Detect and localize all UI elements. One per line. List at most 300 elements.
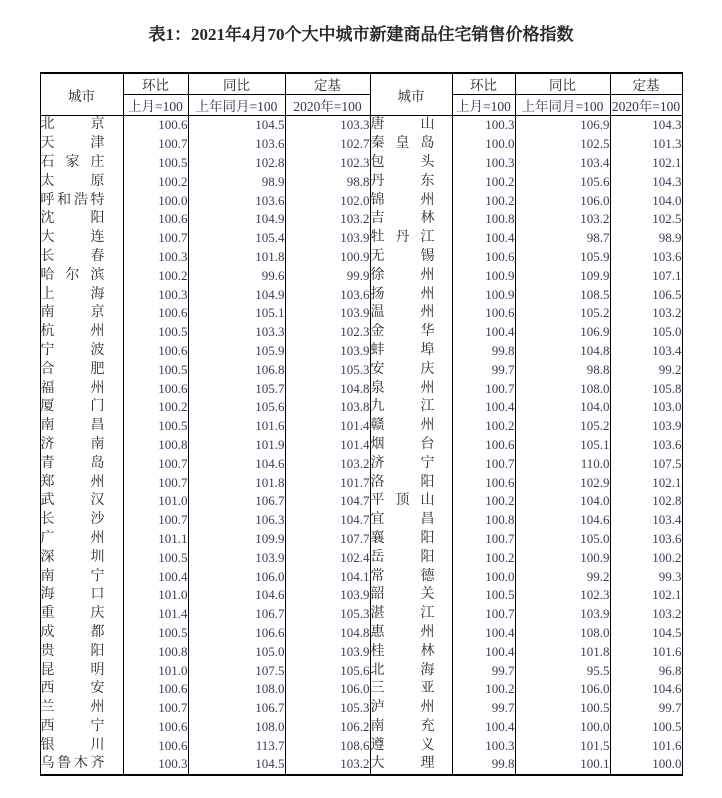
city-cell <box>40 586 123 605</box>
index-value-cell: 108.6 <box>285 736 370 755</box>
index-value-cell: 101.5 <box>515 736 610 755</box>
index-value-cell: 104.5 <box>188 755 285 775</box>
page-title: 表1：2021年4月70个大中城市新建商品住宅销售价格指数 <box>148 25 574 44</box>
city-cell <box>40 116 123 135</box>
city-name: 韶关 <box>370 587 435 603</box>
index-value-cell: 100.7 <box>452 454 515 473</box>
city-name: 贵阳 <box>40 643 105 659</box>
header-yoy-right: 同比 <box>515 73 610 95</box>
index-value-cell: 102.8 <box>188 154 285 173</box>
index-value-cell: 102.9 <box>515 473 610 492</box>
table-row <box>40 605 682 624</box>
city-cell <box>370 135 452 154</box>
city-name: 厦门 <box>40 399 105 415</box>
index-value-cell: 102.1 <box>610 473 682 492</box>
index-value-cell: 100.9 <box>452 266 515 285</box>
index-value-cell: 106.5 <box>610 285 682 304</box>
index-value-cell: 99.9 <box>285 266 370 285</box>
city-name: 北海 <box>370 662 435 678</box>
index-value-cell: 103.9 <box>610 417 682 436</box>
city-name: 乌鲁木齐 <box>40 756 105 772</box>
table-row <box>40 699 682 718</box>
index-value-cell: 100.0 <box>452 135 515 154</box>
index-value-cell: 104.3 <box>610 172 682 191</box>
index-value-cell: 105.1 <box>188 304 285 323</box>
index-value-cell: 103.2 <box>285 210 370 229</box>
index-value-cell: 100.2 <box>452 172 515 191</box>
city-cell <box>370 511 452 530</box>
city-name: 长沙 <box>40 512 105 528</box>
city-name: 海口 <box>40 587 105 603</box>
index-value-cell: 105.3 <box>285 360 370 379</box>
city-cell <box>370 661 452 680</box>
index-value-cell: 105.2 <box>515 304 610 323</box>
table-row <box>40 323 682 342</box>
city-name: 青岛 <box>40 455 105 471</box>
table-body <box>40 116 682 775</box>
index-value-cell: 104.0 <box>515 398 610 417</box>
index-value-cell: 106.7 <box>188 699 285 718</box>
city-cell <box>370 567 452 586</box>
table-row <box>40 342 682 361</box>
index-value-cell: 104.3 <box>610 116 682 135</box>
index-value-cell: 101.8 <box>188 248 285 267</box>
index-value-cell: 100.2 <box>123 266 188 285</box>
index-value-cell: 103.6 <box>285 285 370 304</box>
city-name: 成都 <box>40 624 105 640</box>
index-value-cell: 100.6 <box>123 342 188 361</box>
index-value-cell: 100.0 <box>123 191 188 210</box>
city-name: 秦皇岛 <box>370 136 435 152</box>
city-cell <box>370 548 452 567</box>
index-value-cell: 100.6 <box>123 680 188 699</box>
city-name: 吉林 <box>370 211 435 227</box>
index-value-cell: 100.2 <box>452 680 515 699</box>
city-cell <box>40 699 123 718</box>
city-name: 襄阳 <box>370 530 435 546</box>
index-value-cell: 109.9 <box>515 266 610 285</box>
index-value-cell: 98.8 <box>285 172 370 191</box>
index-value-cell: 104.8 <box>285 379 370 398</box>
header-fixed-base-left: 2020年=100 <box>285 95 370 116</box>
index-value-cell: 100.6 <box>452 304 515 323</box>
table-row <box>40 473 682 492</box>
index-value-cell: 106.9 <box>515 323 610 342</box>
index-value-cell: 105.8 <box>610 379 682 398</box>
index-value-cell: 95.5 <box>515 661 610 680</box>
city-cell <box>40 680 123 699</box>
index-value-cell: 100.4 <box>123 567 188 586</box>
index-value-cell: 101.0 <box>123 492 188 511</box>
city-cell <box>40 718 123 737</box>
table-row <box>40 285 682 304</box>
city-cell <box>370 492 452 511</box>
index-value-cell: 100.2 <box>452 417 515 436</box>
index-value-cell: 100.3 <box>452 736 515 755</box>
header-row-top <box>40 73 682 95</box>
index-value-cell: 104.6 <box>188 454 285 473</box>
header-city-right: 城市 <box>370 73 452 116</box>
index-value-cell: 105.4 <box>188 229 285 248</box>
header-fixed-left: 定基 <box>285 73 370 95</box>
index-value-cell: 100.7 <box>123 135 188 154</box>
city-name: 呼和浩特 <box>40 192 105 208</box>
price-index-table <box>40 72 683 776</box>
city-cell <box>370 210 452 229</box>
index-value-cell: 103.8 <box>285 398 370 417</box>
index-value-cell: 101.8 <box>515 642 610 661</box>
city-cell <box>40 342 123 361</box>
city-name: 西宁 <box>40 718 105 734</box>
index-value-cell: 104.7 <box>285 492 370 511</box>
city-cell <box>40 417 123 436</box>
table-row <box>40 755 682 775</box>
index-value-cell: 101.6 <box>610 736 682 755</box>
city-name: 徐州 <box>370 267 435 283</box>
index-value-cell: 100.6 <box>452 436 515 455</box>
city-cell <box>370 624 452 643</box>
city-name: 湛江 <box>370 606 435 622</box>
index-value-cell: 100.9 <box>285 248 370 267</box>
index-value-cell: 100.7 <box>123 699 188 718</box>
city-cell <box>370 718 452 737</box>
city-name: 大连 <box>40 230 105 246</box>
city-cell <box>40 661 123 680</box>
city-name: 洛阳 <box>370 474 435 490</box>
index-value-cell: 103.9 <box>515 605 610 624</box>
index-value-cell: 96.8 <box>610 661 682 680</box>
city-name: 赣州 <box>370 418 435 434</box>
index-value-cell: 104.0 <box>610 191 682 210</box>
index-value-cell: 105.6 <box>285 661 370 680</box>
header-mom-base-right: 上月=100 <box>452 95 515 116</box>
city-cell <box>370 229 452 248</box>
index-value-cell: 100.0 <box>452 567 515 586</box>
index-value-cell: 100.9 <box>452 285 515 304</box>
header-fixed-right: 定基 <box>610 73 682 95</box>
index-value-cell: 101.0 <box>123 586 188 605</box>
city-cell <box>40 266 123 285</box>
city-cell <box>40 285 123 304</box>
city-cell <box>40 473 123 492</box>
city-cell <box>370 398 452 417</box>
index-value-cell: 100.0 <box>610 755 682 775</box>
index-value-cell: 98.9 <box>188 172 285 191</box>
city-cell <box>40 229 123 248</box>
city-name: 常德 <box>370 568 435 584</box>
index-value-cell: 100.6 <box>452 248 515 267</box>
city-name: 南充 <box>370 718 435 734</box>
table-row <box>40 135 682 154</box>
city-name: 杭州 <box>40 324 105 340</box>
city-name: 兰州 <box>40 700 105 716</box>
index-value-cell: 100.3 <box>452 116 515 135</box>
city-cell <box>40 511 123 530</box>
index-value-cell: 106.6 <box>188 624 285 643</box>
index-value-cell: 99.7 <box>452 661 515 680</box>
index-value-cell: 103.6 <box>610 530 682 549</box>
index-value-cell: 101.1 <box>123 530 188 549</box>
city-cell <box>370 304 452 323</box>
table-row <box>40 417 682 436</box>
index-value-cell: 104.7 <box>285 511 370 530</box>
index-value-cell: 100.7 <box>123 473 188 492</box>
index-value-cell: 103.9 <box>285 586 370 605</box>
city-name: 北京 <box>40 117 105 133</box>
index-value-cell: 103.6 <box>610 436 682 455</box>
index-value-cell: 108.0 <box>188 680 285 699</box>
index-value-cell: 100.2 <box>452 191 515 210</box>
index-value-cell: 102.0 <box>285 191 370 210</box>
index-value-cell: 102.5 <box>515 135 610 154</box>
index-value-cell: 100.4 <box>452 718 515 737</box>
city-cell <box>370 736 452 755</box>
index-value-cell: 103.2 <box>285 755 370 775</box>
index-value-cell: 98.8 <box>515 360 610 379</box>
city-name: 石家庄 <box>40 154 105 170</box>
index-value-cell: 106.9 <box>515 116 610 135</box>
index-value-cell: 100.3 <box>452 154 515 173</box>
city-name: 泉州 <box>370 380 435 396</box>
index-value-cell: 104.0 <box>515 492 610 511</box>
table-header <box>40 73 682 116</box>
city-cell <box>370 755 452 775</box>
city-cell <box>40 379 123 398</box>
index-value-cell: 99.7 <box>452 360 515 379</box>
index-value-cell: 104.8 <box>285 624 370 643</box>
table-row <box>40 210 682 229</box>
index-value-cell: 100.7 <box>452 605 515 624</box>
index-value-cell: 100.3 <box>123 755 188 775</box>
index-value-cell: 100.6 <box>123 718 188 737</box>
index-value-cell: 105.2 <box>515 417 610 436</box>
index-value-cell: 106.2 <box>285 718 370 737</box>
index-value-cell: 100.6 <box>452 473 515 492</box>
index-value-cell: 106.0 <box>188 567 285 586</box>
table-row <box>40 567 682 586</box>
index-value-cell: 99.7 <box>610 699 682 718</box>
city-name: 沈阳 <box>40 211 105 227</box>
index-value-cell: 103.0 <box>610 398 682 417</box>
city-name: 安庆 <box>370 361 435 377</box>
city-cell <box>370 323 452 342</box>
index-value-cell: 100.9 <box>515 548 610 567</box>
index-value-cell: 103.4 <box>515 154 610 173</box>
index-value-cell: 100.6 <box>123 379 188 398</box>
city-name: 金华 <box>370 324 435 340</box>
city-name: 大理 <box>370 756 435 772</box>
index-value-cell: 100.2 <box>123 398 188 417</box>
index-value-cell: 100.4 <box>452 624 515 643</box>
table-row <box>40 661 682 680</box>
index-value-cell: 100.5 <box>123 417 188 436</box>
city-cell <box>370 586 452 605</box>
city-cell <box>40 548 123 567</box>
index-value-cell: 100.5 <box>123 360 188 379</box>
index-value-cell: 105.0 <box>515 530 610 549</box>
index-value-cell: 103.4 <box>610 511 682 530</box>
index-value-cell: 100.2 <box>452 492 515 511</box>
index-value-cell: 104.8 <box>515 342 610 361</box>
index-value-cell: 104.6 <box>188 586 285 605</box>
index-value-cell: 107.1 <box>610 266 682 285</box>
city-cell <box>40 624 123 643</box>
index-value-cell: 106.7 <box>188 492 285 511</box>
index-value-cell: 106.3 <box>188 511 285 530</box>
city-cell <box>370 642 452 661</box>
index-value-cell: 101.4 <box>285 417 370 436</box>
city-name: 郑州 <box>40 474 105 490</box>
table-row <box>40 492 682 511</box>
index-value-cell: 107.5 <box>610 454 682 473</box>
city-name: 岳阳 <box>370 549 435 565</box>
header-yoy-base-left: 上年同月=100 <box>188 95 285 116</box>
city-name: 上海 <box>40 286 105 302</box>
index-value-cell: 105.0 <box>188 642 285 661</box>
index-value-cell: 98.7 <box>515 229 610 248</box>
city-cell <box>40 492 123 511</box>
table-row <box>40 718 682 737</box>
index-value-cell: 105.0 <box>610 323 682 342</box>
city-cell <box>40 191 123 210</box>
index-value-cell: 100.2 <box>452 548 515 567</box>
header-city-left: 城市 <box>40 73 123 116</box>
table-row <box>40 398 682 417</box>
city-name: 南京 <box>40 305 105 321</box>
index-value-cell: 103.3 <box>285 116 370 135</box>
table-row <box>40 172 682 191</box>
table-row <box>40 248 682 267</box>
city-name: 牡丹江 <box>370 230 435 246</box>
index-value-cell: 100.6 <box>123 210 188 229</box>
city-cell <box>370 436 452 455</box>
index-value-cell: 100.7 <box>123 229 188 248</box>
index-value-cell: 105.6 <box>515 172 610 191</box>
city-name: 唐山 <box>370 117 435 133</box>
index-value-cell: 100.4 <box>452 229 515 248</box>
header-fixed-base-right: 2020年=100 <box>610 95 682 116</box>
city-name: 烟台 <box>370 436 435 452</box>
index-value-cell: 104.1 <box>285 567 370 586</box>
city-cell <box>40 736 123 755</box>
city-cell <box>370 191 452 210</box>
city-name: 广州 <box>40 530 105 546</box>
index-value-cell: 103.9 <box>188 548 285 567</box>
index-value-cell: 100.3 <box>123 285 188 304</box>
city-cell <box>40 172 123 191</box>
index-value-cell: 101.4 <box>285 436 370 455</box>
index-value-cell: 101.7 <box>285 473 370 492</box>
table-row <box>40 736 682 755</box>
city-cell <box>40 436 123 455</box>
city-name: 济南 <box>40 436 105 452</box>
city-name: 西安 <box>40 681 105 697</box>
city-cell <box>370 417 452 436</box>
index-value-cell: 102.3 <box>285 154 370 173</box>
header-mom-left: 环比 <box>123 73 188 95</box>
index-value-cell: 108.0 <box>515 624 610 643</box>
index-value-cell: 100.7 <box>123 511 188 530</box>
city-cell <box>40 304 123 323</box>
city-name: 天津 <box>40 136 105 152</box>
city-cell <box>370 285 452 304</box>
city-cell <box>370 379 452 398</box>
index-value-cell: 100.5 <box>123 154 188 173</box>
city-cell <box>370 360 452 379</box>
city-cell <box>40 567 123 586</box>
index-value-cell: 102.1 <box>610 586 682 605</box>
index-value-cell: 106.0 <box>515 680 610 699</box>
index-value-cell: 108.0 <box>188 718 285 737</box>
index-value-cell: 105.1 <box>515 436 610 455</box>
city-cell <box>40 605 123 624</box>
index-value-cell: 103.2 <box>610 304 682 323</box>
index-value-cell: 105.7 <box>188 379 285 398</box>
index-value-cell: 102.4 <box>285 548 370 567</box>
index-value-cell: 103.6 <box>610 248 682 267</box>
table-row <box>40 642 682 661</box>
city-name: 哈尔滨 <box>40 267 105 283</box>
city-cell <box>40 154 123 173</box>
index-value-cell: 105.6 <box>188 398 285 417</box>
index-value-cell: 100.0 <box>515 718 610 737</box>
city-name: 蚌埠 <box>370 342 435 358</box>
index-value-cell: 104.5 <box>610 624 682 643</box>
index-value-cell: 100.5 <box>123 548 188 567</box>
city-name: 九江 <box>370 399 435 415</box>
index-value-cell: 101.9 <box>188 436 285 455</box>
city-cell <box>370 342 452 361</box>
index-value-cell: 100.6 <box>123 116 188 135</box>
city-cell <box>370 454 452 473</box>
index-value-cell: 100.5 <box>452 586 515 605</box>
index-value-cell: 100.5 <box>123 323 188 342</box>
index-value-cell: 108.5 <box>515 285 610 304</box>
header-mom-right: 环比 <box>452 73 515 95</box>
city-name: 遵义 <box>370 737 435 753</box>
index-value-cell: 113.7 <box>188 736 285 755</box>
city-cell <box>40 398 123 417</box>
city-name: 深圳 <box>40 549 105 565</box>
city-name: 扬州 <box>370 286 435 302</box>
city-name: 银川 <box>40 737 105 753</box>
index-value-cell: 100.8 <box>452 511 515 530</box>
table-row <box>40 191 682 210</box>
city-cell <box>40 323 123 342</box>
city-cell <box>370 266 452 285</box>
index-value-cell: 103.6 <box>188 191 285 210</box>
table-row <box>40 229 682 248</box>
city-name: 三亚 <box>370 681 435 697</box>
city-cell <box>40 642 123 661</box>
table-row <box>40 548 682 567</box>
table-row <box>40 360 682 379</box>
index-value-cell: 103.9 <box>285 304 370 323</box>
city-name: 福州 <box>40 380 105 396</box>
index-value-cell: 105.3 <box>285 699 370 718</box>
index-value-cell: 100.4 <box>452 398 515 417</box>
city-name: 合肥 <box>40 361 105 377</box>
table-row <box>40 154 682 173</box>
city-name: 惠州 <box>370 624 435 640</box>
header-mom-base-left: 上月=100 <box>123 95 188 116</box>
index-value-cell: 109.9 <box>188 530 285 549</box>
index-value-cell: 103.9 <box>285 229 370 248</box>
city-cell <box>40 454 123 473</box>
city-name: 温州 <box>370 305 435 321</box>
header-row-base <box>40 95 682 116</box>
index-value-cell: 100.2 <box>610 548 682 567</box>
